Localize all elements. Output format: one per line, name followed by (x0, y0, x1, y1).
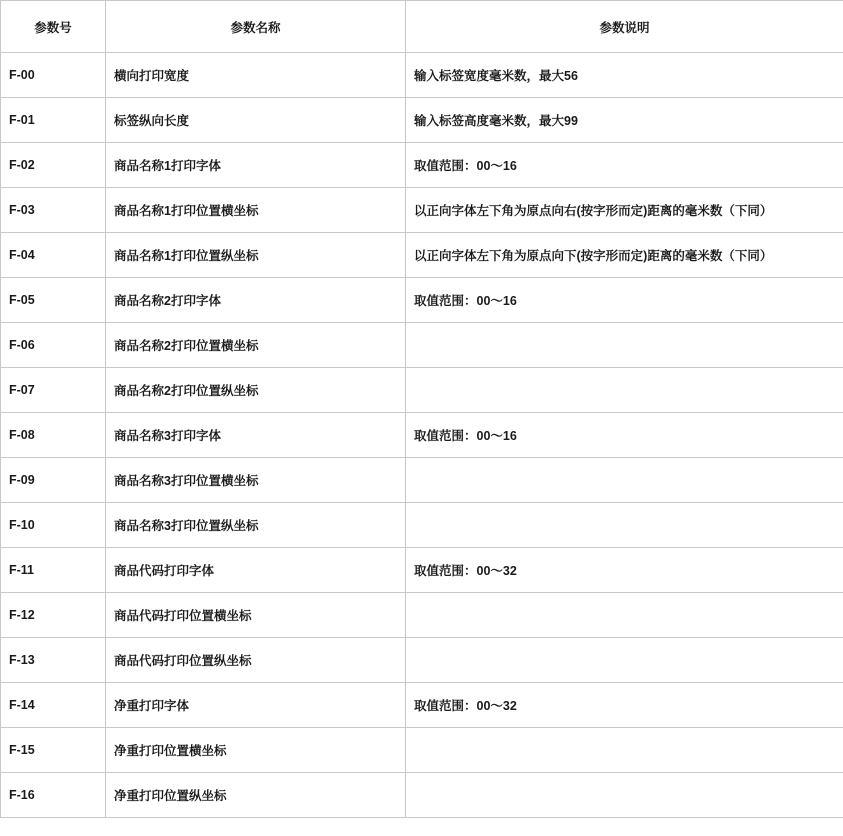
table-row (1, 458, 843, 503)
cell-parameter-code: F-16 (1, 773, 106, 818)
cell-parameter-code: F-12 (1, 593, 106, 638)
cell-parameter-name: 横向打印宽度 (106, 53, 406, 98)
cell-parameter-name: 商品名称3打印字体 (106, 413, 406, 458)
cell-parameter-code: F-06 (1, 323, 106, 368)
cell-parameter-code: F-10 (1, 503, 106, 548)
cell-parameter-description: 以正向字体左下角为原点向右(按字形而定)距离的毫米数（下同） (406, 188, 843, 233)
cell-parameter-name: 商品名称3打印位置纵坐标 (106, 503, 406, 548)
cell-parameter-name: 商品名称1打印位置横坐标 (106, 188, 406, 233)
cell-parameter-description (406, 638, 843, 683)
table-row (1, 548, 843, 593)
cell-parameter-code: F-14 (1, 683, 106, 728)
column-header-description: 参数说明 (406, 1, 843, 53)
cell-parameter-name: 商品名称1打印位置纵坐标 (106, 233, 406, 278)
table-row (1, 413, 843, 458)
table-body (1, 53, 843, 818)
cell-parameter-name: 商品名称1打印字体 (106, 143, 406, 188)
table-row (1, 503, 843, 548)
table-row (1, 728, 843, 773)
table-header-row (1, 1, 843, 53)
cell-parameter-description: 输入标签宽度毫米数，最大56 (406, 53, 843, 98)
cell-parameter-name: 净重打印位置纵坐标 (106, 773, 406, 818)
cell-parameter-name: 净重打印位置横坐标 (106, 728, 406, 773)
table-row (1, 98, 843, 143)
cell-parameter-code: F-03 (1, 188, 106, 233)
cell-parameter-code: F-08 (1, 413, 106, 458)
cell-parameter-code: F-00 (1, 53, 106, 98)
table-header (1, 1, 843, 53)
cell-parameter-description (406, 773, 843, 818)
cell-parameter-code: F-09 (1, 458, 106, 503)
table-row (1, 278, 843, 323)
cell-parameter-name: 净重打印字体 (106, 683, 406, 728)
cell-parameter-code: F-13 (1, 638, 106, 683)
table-row (1, 143, 843, 188)
cell-parameter-code: F-02 (1, 143, 106, 188)
cell-parameter-name: 商品代码打印位置纵坐标 (106, 638, 406, 683)
cell-parameter-description: 取值范围：00～32 (406, 548, 843, 593)
cell-parameter-code: F-01 (1, 98, 106, 143)
table-row (1, 188, 843, 233)
cell-parameter-description: 取值范围：00～32 (406, 683, 843, 728)
cell-parameter-description (406, 458, 843, 503)
cell-parameter-description: 以正向字体左下角为原点向下(按字形而定)距离的毫米数（下同） (406, 233, 843, 278)
table-row (1, 638, 843, 683)
table-row (1, 323, 843, 368)
cell-parameter-name: 商品名称2打印位置横坐标 (106, 323, 406, 368)
cell-parameter-description (406, 368, 843, 413)
cell-parameter-name: 商品名称2打印位置纵坐标 (106, 368, 406, 413)
column-header-name: 参数名称 (106, 1, 406, 53)
cell-parameter-name: 标签纵向长度 (106, 98, 406, 143)
table-row (1, 368, 843, 413)
cell-parameter-name: 商品名称3打印位置横坐标 (106, 458, 406, 503)
table-row (1, 683, 843, 728)
table-row (1, 53, 843, 98)
cell-parameter-name: 商品名称2打印字体 (106, 278, 406, 323)
cell-parameter-description: 取值范围：00～16 (406, 413, 843, 458)
cell-parameter-code: F-07 (1, 368, 106, 413)
cell-parameter-description (406, 728, 843, 773)
table-row (1, 233, 843, 278)
cell-parameter-name: 商品代码打印字体 (106, 548, 406, 593)
table-row (1, 773, 843, 818)
cell-parameter-description: 取值范围：00～16 (406, 143, 843, 188)
table-row (1, 593, 843, 638)
cell-parameter-name: 商品代码打印位置横坐标 (106, 593, 406, 638)
column-header-code: 参数号 (1, 1, 106, 53)
cell-parameter-description (406, 503, 843, 548)
cell-parameter-description (406, 323, 843, 368)
cell-parameter-code: F-15 (1, 728, 106, 773)
cell-parameter-description (406, 593, 843, 638)
cell-parameter-code: F-05 (1, 278, 106, 323)
cell-parameter-code: F-11 (1, 548, 106, 593)
cell-parameter-description: 输入标签高度毫米数，最大99 (406, 98, 843, 143)
cell-parameter-description: 取值范围：00～16 (406, 278, 843, 323)
cell-parameter-code: F-04 (1, 233, 106, 278)
